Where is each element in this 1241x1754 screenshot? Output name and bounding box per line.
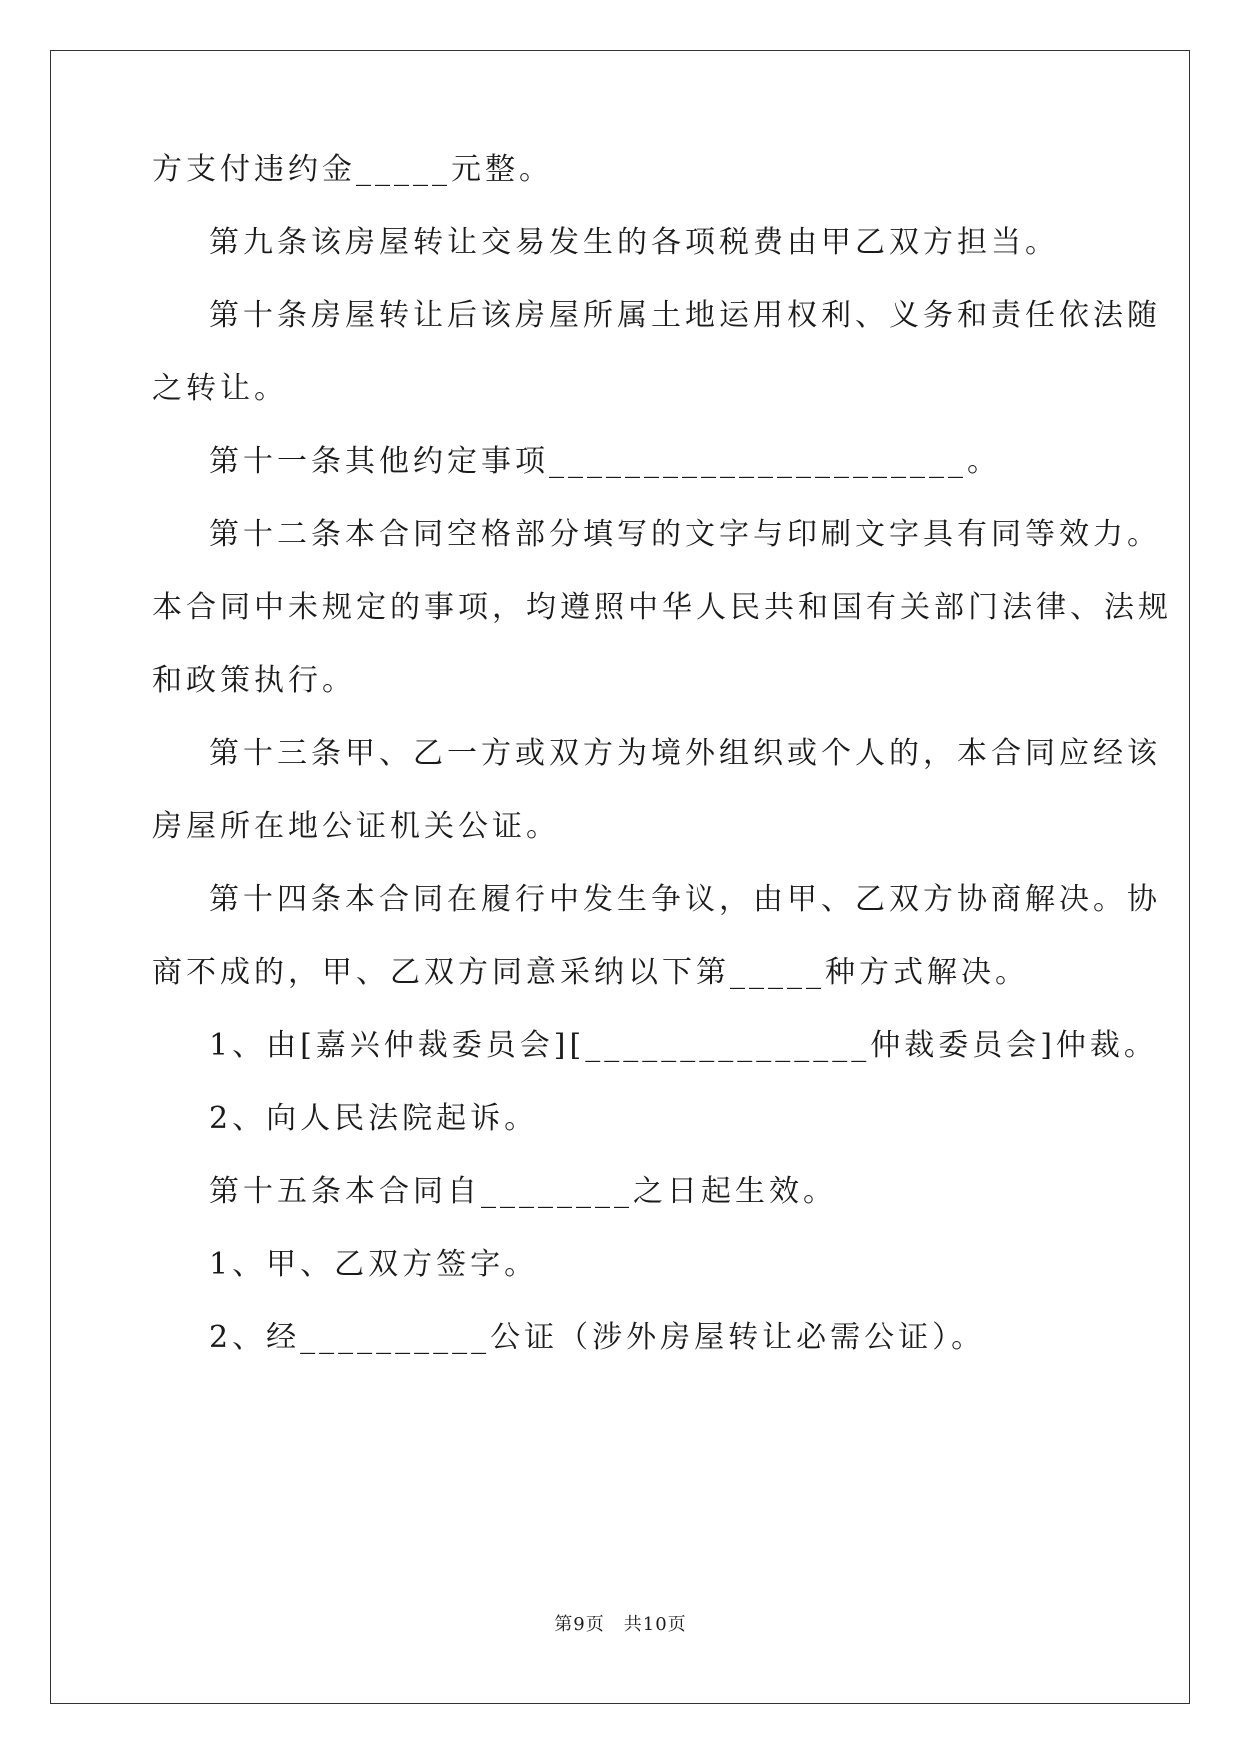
text-line: 第九条该房屋转让交易发生的各项税费由甲乙双方担当。	[209, 225, 1059, 260]
text-line: 和政策执行。	[152, 663, 356, 698]
text-line: 2、经__________公证（涉外房屋转让必需公证）。	[209, 1320, 986, 1355]
text-line: 本合同中未规定的事项，均遵照中华人民共和国有关部门法律、法规	[152, 590, 1172, 625]
text-line: 房屋所在地公证机关公证。	[152, 809, 560, 844]
text-line: 第十四条本合同在履行中发生争议，由甲、乙双方协商解决。协	[209, 882, 1161, 917]
text-line: 商不成的，甲、乙双方同意采纳以下第_____种方式解决。	[152, 955, 1029, 990]
text-line: 之转让。	[152, 371, 288, 406]
text-line: 第十一条其他约定事项______________________。	[209, 444, 1001, 479]
page-number: 第9页 共10页	[554, 1614, 687, 1635]
text-line: 第十条房屋转让后该房屋所属土地运用权利、义务和责任依法随	[209, 298, 1161, 333]
text-line: 1、甲、乙双方签字。	[209, 1247, 539, 1282]
text-line: 第十二条本合同空格部分填写的文字与印刷文字具有同等效力。	[209, 517, 1161, 552]
text-line: 第十三条甲、乙一方或双方为境外组织或个人的，本合同应经该	[209, 736, 1161, 771]
text-line: 第十五条本合同自________之日起生效。	[209, 1174, 837, 1209]
text-line: 1、由[嘉兴仲裁委员会][_______________仲裁委员会]仲裁。	[209, 1028, 1158, 1063]
text-line: 方支付违约金_____元整。	[152, 152, 553, 187]
text-line: 2、向人民法院起诉。	[209, 1101, 539, 1136]
